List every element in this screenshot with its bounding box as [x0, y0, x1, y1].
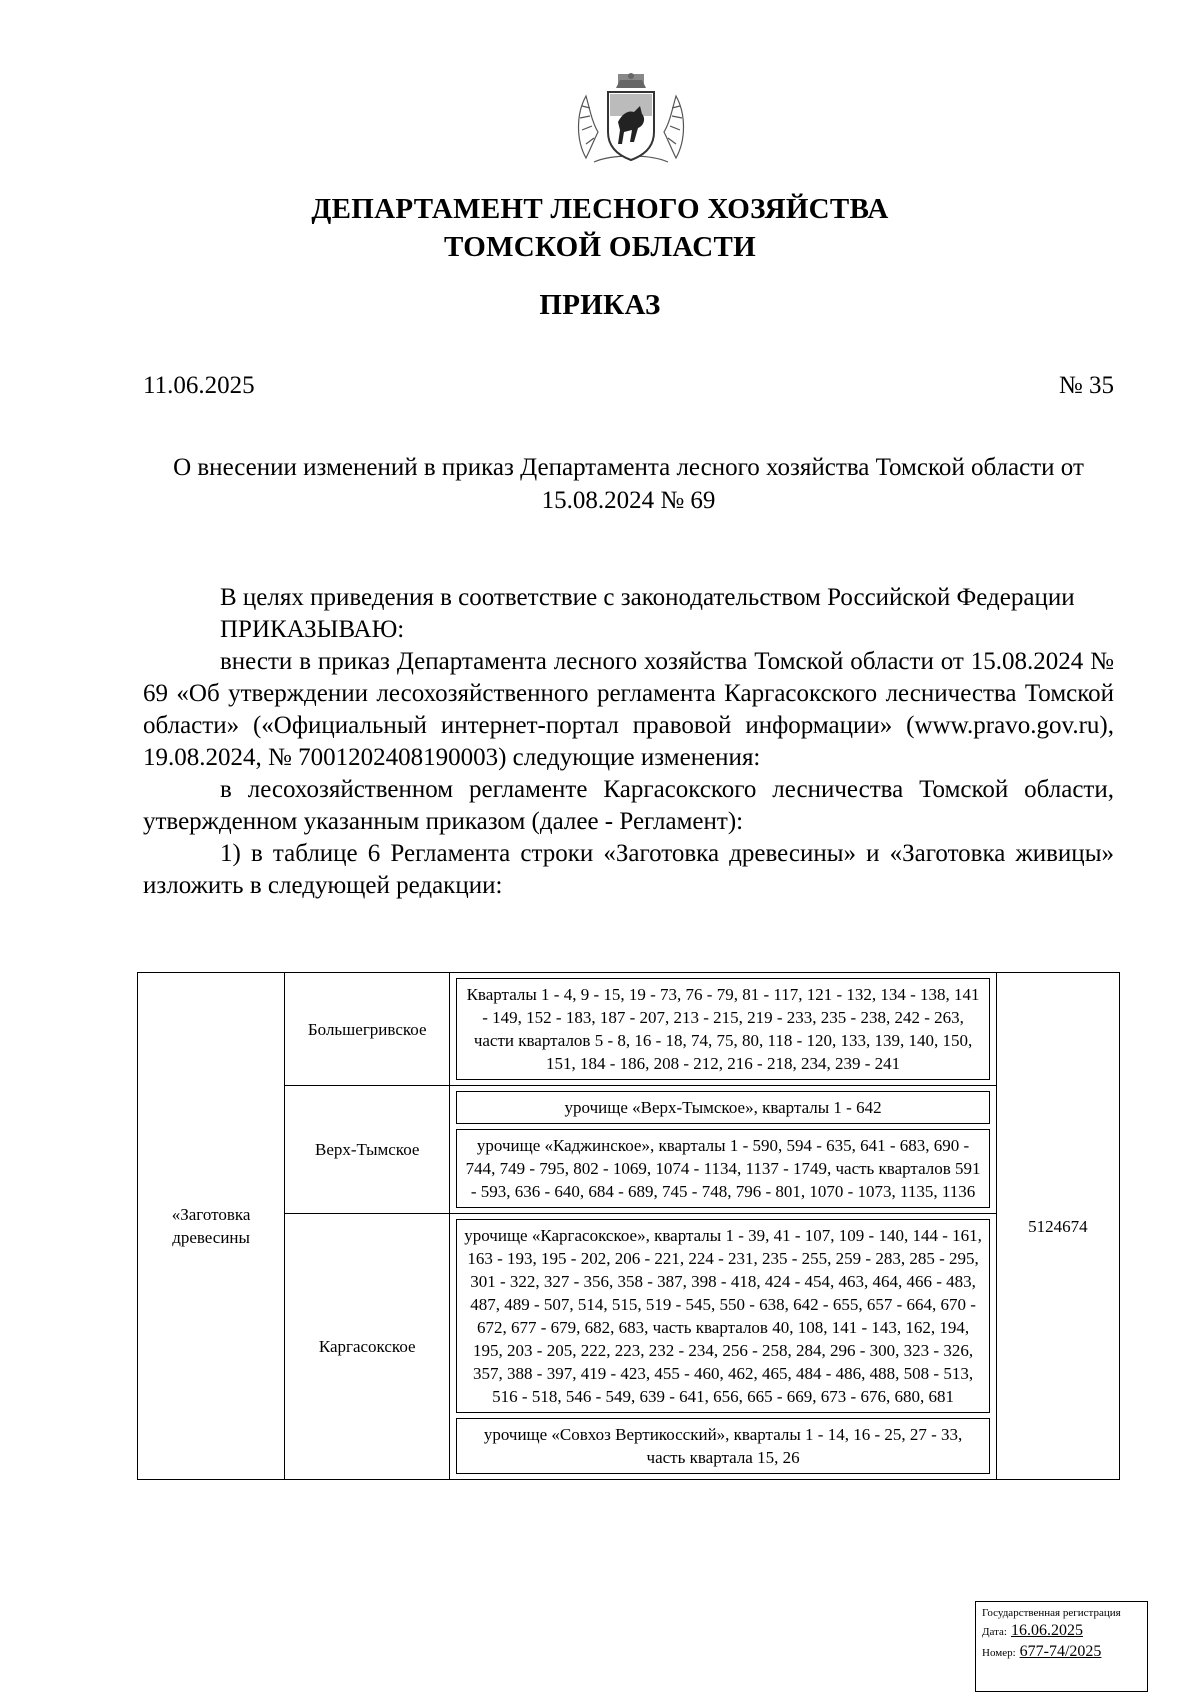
- order-date: 11.06.2025: [143, 372, 255, 399]
- forestry-name-cell: Большегривское: [285, 973, 450, 1086]
- tract-entry: урочище «Каргасокское», кварталы 1 - 39, 41 - 107, 109 - 140, 144 - 161, 163 - 193, 195 - 202, 206 - 221, 224 - 231, 235 - 255, 259 - 283, 285 - 295, 301 - 322, 327 - 356, 358 - 387, 398 - 418, 424 - 454, 463, 464, 466 - 483, 487, 489 - 507, 514, 515, 519 - 545, 550 - 638, 642 - 655, 657 - 664, 670 - 672, 677 - 679, 682, 683, часть кварталов 40, 108, 141 - 143, 162, 194, 195, 203 - 205, 222, 223, 232 - 234, 256 - 258, 284, 296 - 300, 323 - 326, 357, 388 - 397, 419 - 423, 455 - 460, 462, 465, 484 - 486, 488, 508 - 513, 516 - 518, 546 - 549, 639 - 641, 656, 665 - 669, 673 - 676, 680, 681: [456, 1219, 990, 1413]
- tract-entry: урочище «Каджинское», кварталы 1 - 590, 594 - 635, 641 - 683, 690 - 744, 749 - 795, 802 - 1069, 1074 - 1134, 1137 - 1749, часть кварталов 591 - 593, 636 - 640, 684 - 689, 745 - 748, 796 - 801, 1070 - 1073, 1135, 1136: [456, 1129, 990, 1208]
- activity-cell: «Заготовка древесины: [138, 973, 285, 1480]
- department-title: ДЕПАРТАМЕНТ ЛЕСНОГО ХОЗЯЙСТВА ТОМСКОЙ ОБЛАСТИ: [311, 193, 889, 263]
- total-cell: 5124674: [996, 973, 1119, 1480]
- forestry-name-cell: Верх-Тымское: [285, 1086, 450, 1214]
- table-row: [138, 1214, 1120, 1480]
- tracts-cell: [450, 1214, 997, 1480]
- tract-entry: урочище «Совхоз Вертикосский», кварталы 1 - 14, 16 - 25, 27 - 33, часть квартала 15, 26: [456, 1418, 990, 1474]
- body-paragraph-order: ПРИКАЗЫВАЮ:: [220, 616, 405, 643]
- table-row: [138, 1086, 1120, 1214]
- forestry-name-cell: Каргасокское: [285, 1214, 450, 1480]
- registration-date: 16.06.2025: [1010, 1622, 1083, 1639]
- tract-entry: урочище «Верх-Тымское», кварталы 1 - 642: [456, 1091, 990, 1124]
- tracts-cell: [450, 973, 997, 1086]
- table-row: [138, 973, 1120, 1086]
- registration-title: Государственная регистрация: [982, 1607, 1121, 1619]
- order-number: № 35: [1058, 372, 1114, 399]
- body-paragraph-amend: внести в приказ Департамента лесного хозяйства Томской области от 15.08.2024 № 69 «Об утверждении лесохозяйственного регламента Каргасокского лесничества Томской области» («Официальный интернет-портал правовой информации» (www.pravo.gov.ru), 19.08.2024, № 7001202408190003) следующие изменения:: [143, 648, 1114, 771]
- registration-stamp: [975, 1601, 1148, 1692]
- body-paragraph-purpose: В целях приведения в соответствие с законодательством Российской Федерации: [220, 584, 1075, 611]
- order-subject: О внесении изменений в приказ Департамента лесного хозяйства Томской области от 15.08.2024 № 69: [173, 454, 1084, 514]
- body-paragraph-item-1: 1) в таблице 6 Регламента строки «Заготовка древесины» и «Заготовка живицы» изложить в следующей редакции:: [143, 840, 1114, 899]
- body-paragraph-regulation: в лесохозяйственном регламенте Каргасокского лесничества Томской области, утвержденном указанным приказом (далее - Регламент):: [143, 776, 1114, 835]
- registration-number-label: Номер:: [982, 1647, 1016, 1659]
- coat-of-arms-icon: [572, 70, 690, 168]
- order-body: [143, 582, 1114, 902]
- registration-number: 677-74/2025: [1019, 1643, 1102, 1660]
- registration-date-label: Дата:: [982, 1626, 1007, 1638]
- tract-entry: Кварталы 1 - 4, 9 - 15, 19 - 73, 76 - 79, 81 - 117, 121 - 132, 134 - 138, 141 - 149, 152 - 183, 187 - 207, 213 - 215, 219 - 233, 235 - 238, 242 - 263, части кварталов 5 - 8, 16 - 18, 74, 75, 80, 118 - 120, 133, 139, 140, 150, 151, 184 - 186, 208 - 212, 216 - 218, 234, 239 - 241: [456, 978, 990, 1080]
- tracts-cell: [450, 1086, 997, 1214]
- regulation-table: [137, 972, 1120, 1480]
- document-type: ПРИКАЗ: [539, 289, 661, 321]
